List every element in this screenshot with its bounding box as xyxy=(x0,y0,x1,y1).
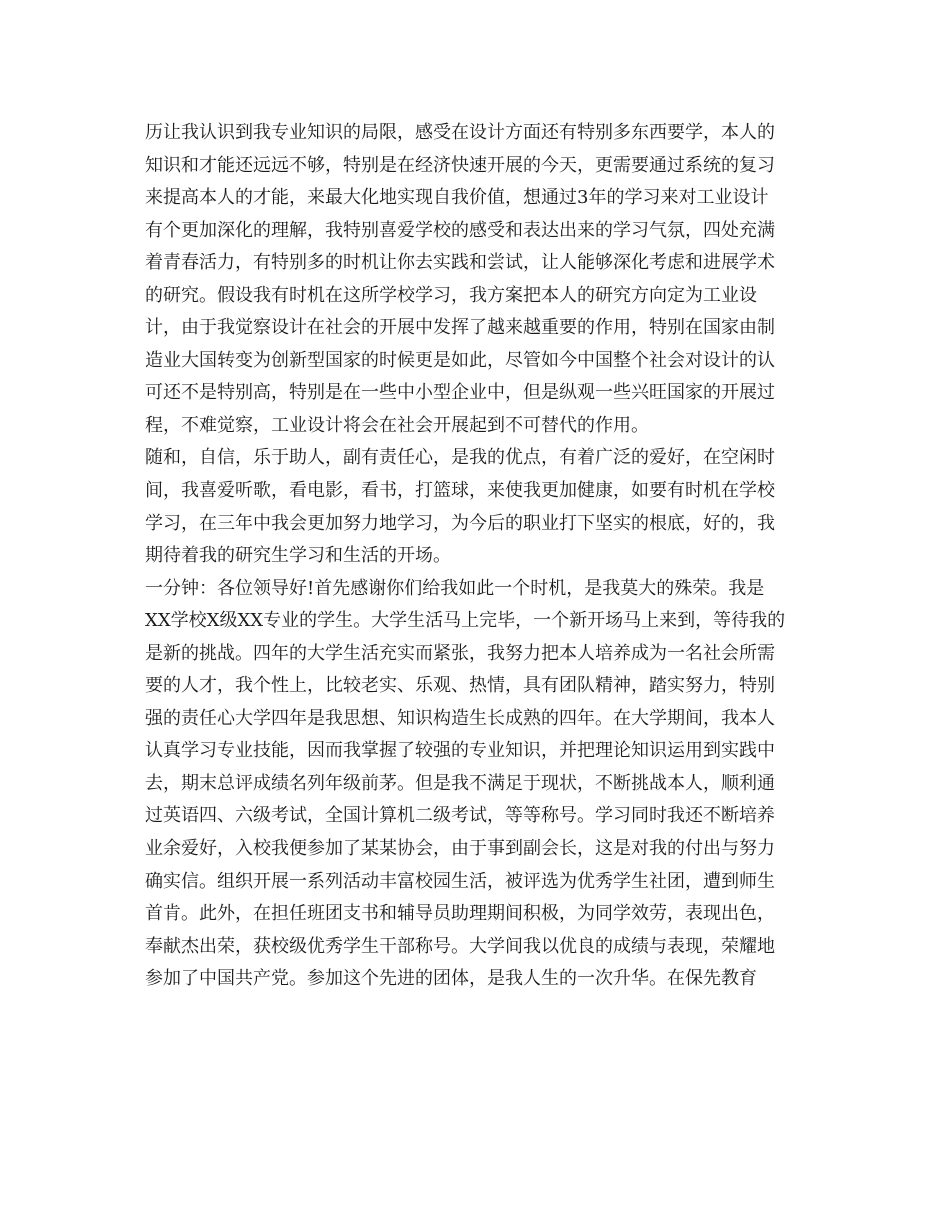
text-line: 首肯。此外，在担任班团支书和辅导员助理期间积极，为同学效劳，表现出色， xyxy=(145,903,775,925)
text-line: 去，期末总评成绩名列年级前茅。但是我不满足于现状，不断挑战本人，顺利通 xyxy=(145,772,775,794)
text-line: 认真学习专业技能，因而我掌握了较强的专业知识，并把理论知识运用到实践中 xyxy=(145,740,775,762)
text-line: 历让我认识到我专业知识的局限，感受在设计方面还有特别多东西要学，本人的 xyxy=(145,122,775,143)
text-line: 奉献杰出荣，获校级优秀学生干部称号。大学间我以优良的成绩与表现，荣耀地 xyxy=(145,935,775,957)
text-line: 过英语四、六级考试，全国计算机二级考试，等等称号。学习同时我还不断培养 xyxy=(145,805,775,827)
text-line: 有个更加深化的理解，我特别喜爱学校的感受和表达出来的学习气氛，四处充满 xyxy=(145,219,775,241)
text-line: 要的人才，我个性上，比较老实、乐观、热情，具有团队精神，踏实努力，特别 xyxy=(145,675,775,697)
text-line: 间，我喜爱听歌，看电影，看书，打篮球，来使我更加健康，如要有时机在学校 xyxy=(145,480,775,502)
text-line: 随和，自信，乐于助人，副有责任心，是我的优点，有着广泛的爱好，在空闲时 xyxy=(145,447,775,469)
text-line: 计，由于我觉察设计在社会的开展中发挥了越来越重要的作用，特别在国家由制 xyxy=(145,317,775,339)
document-body xyxy=(145,117,815,996)
text-line: 是新的挑战。四年的大学生活充实而紧张，我努力把本人培养成为一名社会所需 xyxy=(145,642,775,664)
text-line: 的研究。假设我有时机在这所学校学习，我方案把本人的研究方向定为工业设 xyxy=(145,284,757,306)
text-line: 一分钟：各位领导好!首先感谢你们给我如此一个时机，是我莫大的殊荣。我是 xyxy=(145,577,765,599)
text-line: 学习，在三年中我会更加努力地学习，为今后的职业打下坚实的根底，好的，我 xyxy=(145,512,775,534)
text-line: 可还不是特别高，特别是在一些中小型企业中，但是纵观一些兴旺国家的开展过 xyxy=(145,382,775,404)
text-line: 知识和才能还远远不够，特别是在经济快速开展的今天，更需要通过系统的复习 xyxy=(145,154,775,176)
text-line: XX学校X级XX专业的学生。大学生活马上完毕，一个新开场马上来到，等待我的 xyxy=(145,610,786,632)
text-line: 业余爱好，入校我便参加了某某协会，由于事到副会长，这是对我的付出与努力 xyxy=(145,838,775,860)
text-line: 期待着我的研究生学习和生活的开场。 xyxy=(145,545,451,567)
text-line: 参加了中国共产党。参加这个先进的团体，是我人生的一次升华。在保先教育 xyxy=(145,968,757,990)
text-line: 来提高本人的才能，来最大化地实现自我价值，想通过3年的学习来对工业设计 xyxy=(145,187,769,209)
text-line: 造业大国转变为创新型国家的时候更是如此，尽管如今中国整个社会对设计的认 xyxy=(145,349,775,371)
text-line: 确实信。组织开展一系列活动丰富校园生活，被评选为优秀学生社团，遭到师生 xyxy=(145,870,775,892)
text-line: 程，不难觉察，工业设计将会在社会开展起到不可替代的作用。 xyxy=(145,414,649,436)
text-line: 强的责任心大学四年是我思想、知识构造生长成熟的四年。在大学期间，我本人 xyxy=(145,707,775,729)
text-line: 着青春活力，有特别多的时机让你去实践和尝试，让人能够深化考虑和进展学术 xyxy=(145,252,775,274)
